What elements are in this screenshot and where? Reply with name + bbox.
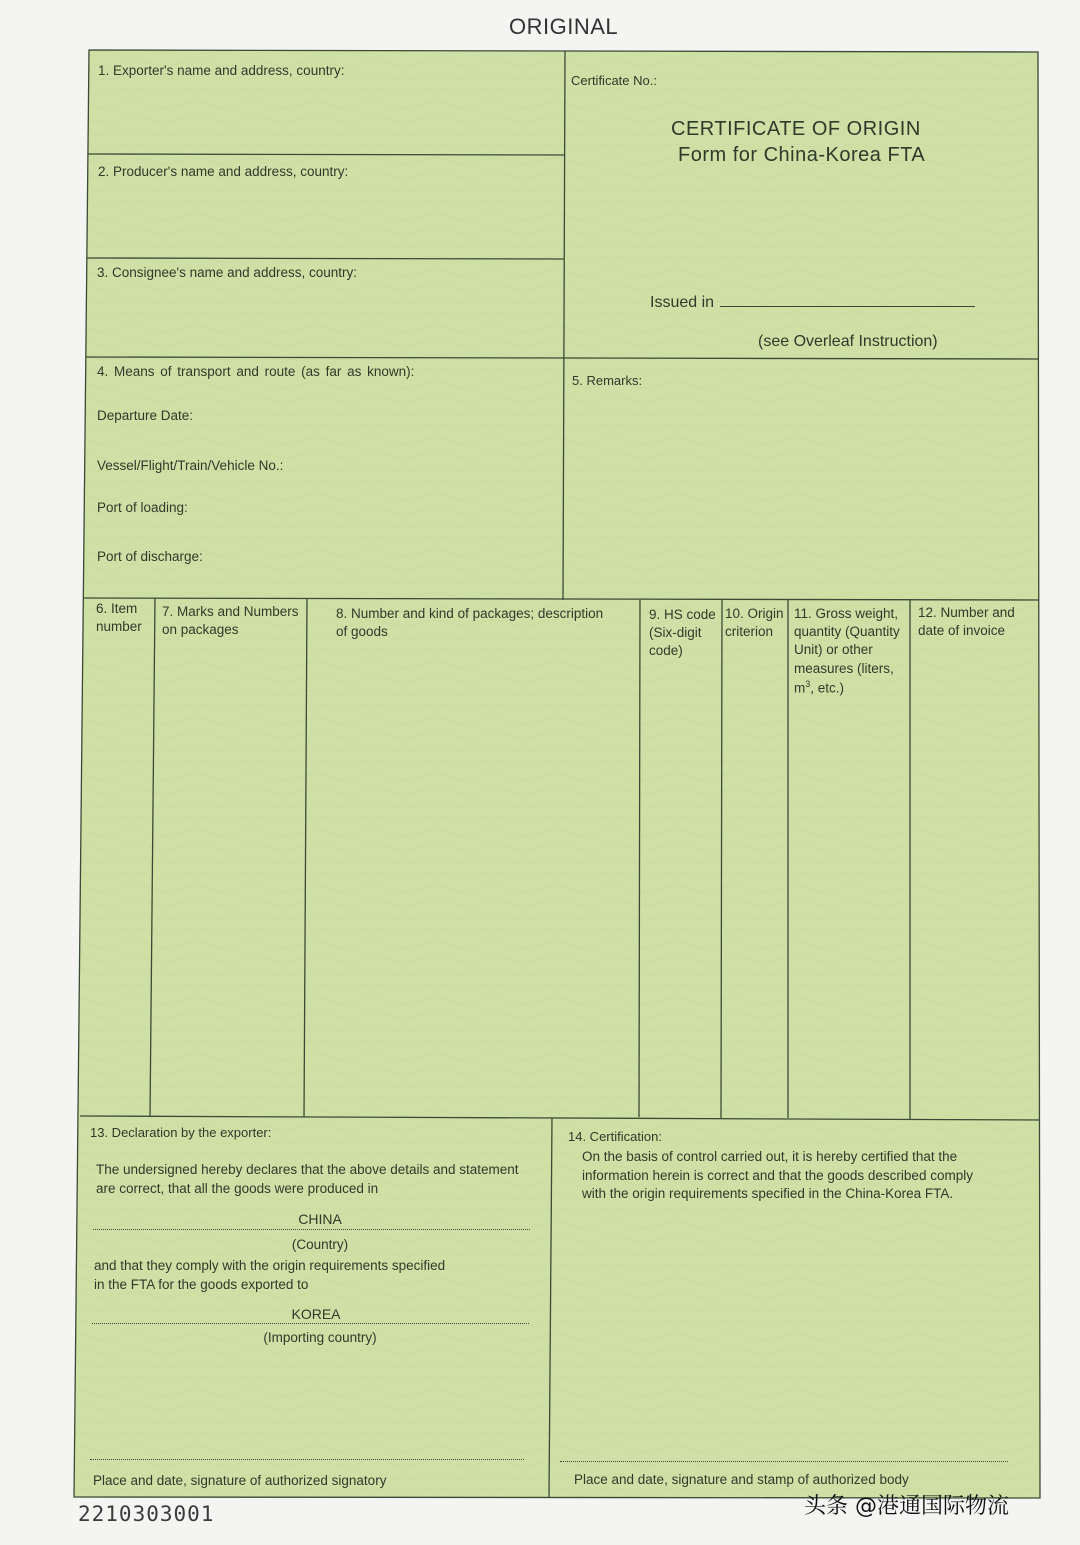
serial-number: 2210303001 bbox=[78, 1502, 215, 1526]
col11-unit: m bbox=[794, 680, 806, 696]
importing-value: KOREA bbox=[291, 1306, 341, 1322]
certificate-title: CERTIFICATE OF ORIGIN bbox=[671, 118, 921, 140]
producer-label: 2. Producer's name and address, country: bbox=[98, 164, 349, 179]
source-watermark: 头条 @港通国际物流 bbox=[804, 1494, 1009, 1519]
issued-in-line bbox=[720, 306, 975, 307]
authorized-body-caption: Place and date, signature and stamp of authorized body bbox=[574, 1472, 909, 1487]
vessel-label: Vessel/Flight/Train/Vehicle No.: bbox=[97, 458, 284, 473]
country-caption: (Country) bbox=[291, 1237, 349, 1252]
col12-line: date of invoice bbox=[918, 623, 1006, 638]
col11-line bbox=[794, 678, 844, 698]
declaration-line2: are correct, that all the goods were produced in bbox=[96, 1181, 379, 1196]
certification-line2: information herein is correct and that the goods described comply bbox=[582, 1168, 973, 1183]
issued-in-label: Issued in bbox=[650, 294, 715, 311]
transport-label: 4. Means of transport and route (as far as known): bbox=[97, 364, 415, 379]
col9-line: 9. HS code bbox=[649, 607, 716, 622]
country-dotline bbox=[93, 1229, 530, 1230]
col11-line: 11. Gross weight, bbox=[794, 606, 899, 621]
consignee-label: 3. Consignee's name and address, country: bbox=[97, 265, 357, 280]
declaration-line4: in the FTA for the goods exported to bbox=[94, 1277, 309, 1292]
declaration-line3: and that they comply with the origin requirements specified bbox=[94, 1258, 446, 1273]
country-value: CHINA bbox=[298, 1211, 342, 1227]
col11-line: Unit) or other bbox=[794, 642, 873, 657]
col7-line: 7. Marks and Numbers bbox=[162, 604, 299, 619]
col11-line: measures (liters, bbox=[794, 661, 894, 676]
signatory-dotline bbox=[90, 1459, 524, 1460]
signatory-caption: Place and date, signature of authorized signatory bbox=[93, 1473, 387, 1488]
certification-line1: On the basis of control carried out, it is hereby certified that the bbox=[582, 1149, 958, 1164]
col9-line: code) bbox=[649, 643, 683, 658]
col9-line: (Six-digit bbox=[649, 625, 702, 640]
col8-line: of goods bbox=[336, 624, 388, 639]
remarks-label: 5. Remarks: bbox=[572, 373, 643, 388]
departure-date-label: Departure Date: bbox=[97, 408, 194, 423]
authorized-body-dotline bbox=[560, 1461, 1008, 1462]
declaration-label: 13. Declaration by the exporter: bbox=[90, 1125, 272, 1140]
certificate-subtitle: Form for China-Korea FTA bbox=[678, 144, 926, 166]
col10-line: criterion bbox=[725, 624, 774, 639]
overleaf-note: (see Overleaf Instruction) bbox=[758, 333, 938, 350]
importing-caption: (Importing country) bbox=[263, 1330, 377, 1345]
col11-unit-superscript: 3 bbox=[805, 679, 811, 689]
port-loading-label: Port of loading: bbox=[97, 500, 188, 515]
declaration-line1: The undersigned hereby declares that the above details and statement bbox=[96, 1162, 519, 1177]
col6-line: number bbox=[96, 619, 142, 634]
certificate-no-label: Certificate No.: bbox=[571, 73, 657, 88]
col10-line: 10. Origin bbox=[725, 606, 784, 621]
port-discharge-label: Port of discharge: bbox=[97, 549, 203, 564]
certification-label: 14. Certification: bbox=[568, 1129, 662, 1144]
col12-line: 12. Number and bbox=[918, 605, 1015, 620]
col11-unit-suffix: , etc.) bbox=[810, 680, 845, 696]
original-label: ORIGINAL bbox=[509, 14, 619, 39]
certification-line3: with the origin requirements specified in the China-Korea FTA. bbox=[582, 1186, 954, 1201]
exporter-label: 1. Exporter's name and address, country: bbox=[98, 63, 345, 78]
col8-line: 8. Number and kind of packages; description bbox=[336, 606, 604, 621]
importing-dotline bbox=[92, 1323, 529, 1324]
col6-line: 6. Item bbox=[96, 601, 138, 616]
col11-line: quantity (Quantity bbox=[794, 624, 900, 639]
col7-line: on packages bbox=[162, 622, 239, 637]
